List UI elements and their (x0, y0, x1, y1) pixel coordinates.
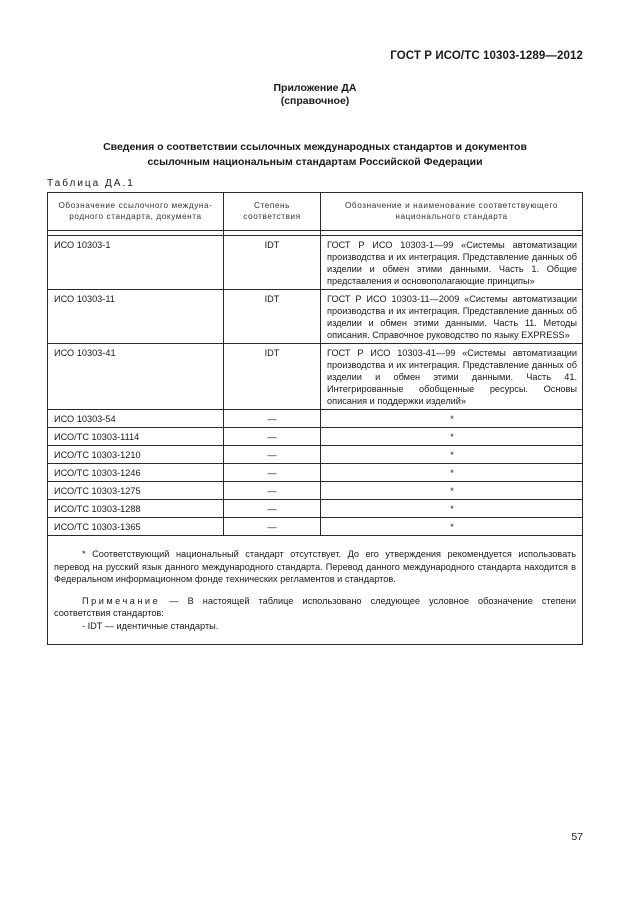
table-row (48, 236, 583, 290)
footnote-cell (48, 536, 583, 645)
table-row (48, 518, 583, 536)
cell-degree-of-correspondence: — (224, 464, 321, 482)
column-header-international: Обозначение ссылочного междуна-родного стандарта, документа (48, 193, 224, 231)
table-body (48, 236, 583, 536)
cell-degree-of-correspondence: IDT (224, 290, 321, 344)
note-paragraph (54, 595, 576, 620)
document-code: ГОСТ Р ИСО/ТС 10303-1289—2012 (390, 50, 583, 62)
cell-international-standard: ИСО/ТС 10303-1210 (48, 446, 224, 464)
cell-international-standard: ИСО/ТС 10303-1288 (48, 500, 224, 518)
cell-national-standard: * (321, 500, 583, 518)
table-row (48, 500, 583, 518)
cell-national-standard: * (321, 410, 583, 428)
column-header-degree: Степень соответствия (224, 193, 321, 231)
note-item: - IDT — идентичные стандарты. (82, 620, 219, 631)
cell-degree-of-correspondence: — (224, 410, 321, 428)
footnote-text: * Соответствующий национальный стандарт отсутствует. До его утверждения рекомендуется использовать перевод на русский язык данного международного стандарта. Перевод данного международного стандарта находится в Федеральном информационном фонде технических регламентов и стандартов. (54, 549, 576, 584)
cell-national-standard: * (321, 428, 583, 446)
cell-degree-of-correspondence: — (224, 482, 321, 500)
table-row (48, 482, 583, 500)
table-row (48, 344, 583, 410)
note-lead: Примечание (82, 595, 161, 606)
table-header-row (48, 193, 583, 231)
section-heading (60, 140, 570, 170)
table-row (48, 290, 583, 344)
cell-degree-of-correspondence: — (224, 428, 321, 446)
cell-degree-of-correspondence: — (224, 518, 321, 536)
cell-degree-of-correspondence: — (224, 500, 321, 518)
column-header-national: Обозначение и наименование соответствующего национального стандарта (321, 193, 583, 231)
cell-national-standard: * (321, 482, 583, 500)
cell-national-standard: ГОСТ Р ИСО 10303-1—99 «Системы автоматизации производства и их интеграция. Представление данных об изделии и обмен этими данными. Часть 1. Общие представления и основополагающие принципы» (321, 236, 583, 290)
note-text: — В настоящей таблице использовано следующее условное обозначение степени соответствия стандартов: (54, 595, 576, 618)
cell-international-standard: ИСО/ТС 10303-1114 (48, 428, 224, 446)
correspondence-table (47, 192, 583, 645)
correspondence-table-wrapper (47, 192, 582, 645)
cell-degree-of-correspondence: IDT (224, 344, 321, 410)
cell-national-standard: * (321, 518, 583, 536)
cell-national-standard: * (321, 446, 583, 464)
page-number: 57 (571, 831, 583, 843)
appendix-block (0, 82, 630, 108)
section-heading-line-2: ссылочным национальным стандартам Российской Федерации (147, 156, 483, 168)
cell-international-standard: ИСО 10303-54 (48, 410, 224, 428)
cell-national-standard: ГОСТ Р ИСО 10303-11—2009 «Системы автоматизации производства и их интеграция. Представление данных об изделии и обмен этими данными. Часть 11. Методы описания. Справочное руководство по языку EXPRESS» (321, 290, 583, 344)
cell-degree-of-correspondence: — (224, 446, 321, 464)
cell-international-standard: ИСО/ТС 10303-1246 (48, 464, 224, 482)
table-row (48, 446, 583, 464)
cell-national-standard: ГОСТ Р ИСО 10303-41—99 «Системы автоматизации производства и их интеграция. Представление данных об изделии и обмен этими данными. Часть 41. Интегрированные обобщенные ресурсы. Основы описания и поддержки изделий» (321, 344, 583, 410)
cell-national-standard: * (321, 464, 583, 482)
cell-international-standard: ИСО/ТС 10303-1365 (48, 518, 224, 536)
table-row (48, 428, 583, 446)
appendix-title: Приложение ДА (273, 82, 357, 94)
cell-international-standard: ИСО 10303-41 (48, 344, 224, 410)
cell-international-standard: ИСО/ТС 10303-1275 (48, 482, 224, 500)
cell-degree-of-correspondence: IDT (224, 236, 321, 290)
table-row (48, 410, 583, 428)
table-row (48, 464, 583, 482)
table-label: Таблица ДА.1 (47, 178, 135, 189)
cell-international-standard: ИСО 10303-1 (48, 236, 224, 290)
appendix-subtitle: (справочное) (280, 95, 350, 107)
footnote-row (48, 536, 583, 645)
cell-international-standard: ИСО 10303-11 (48, 290, 224, 344)
section-heading-line-1: Сведения о соответствии ссылочных международных стандартов и документов (103, 141, 527, 153)
